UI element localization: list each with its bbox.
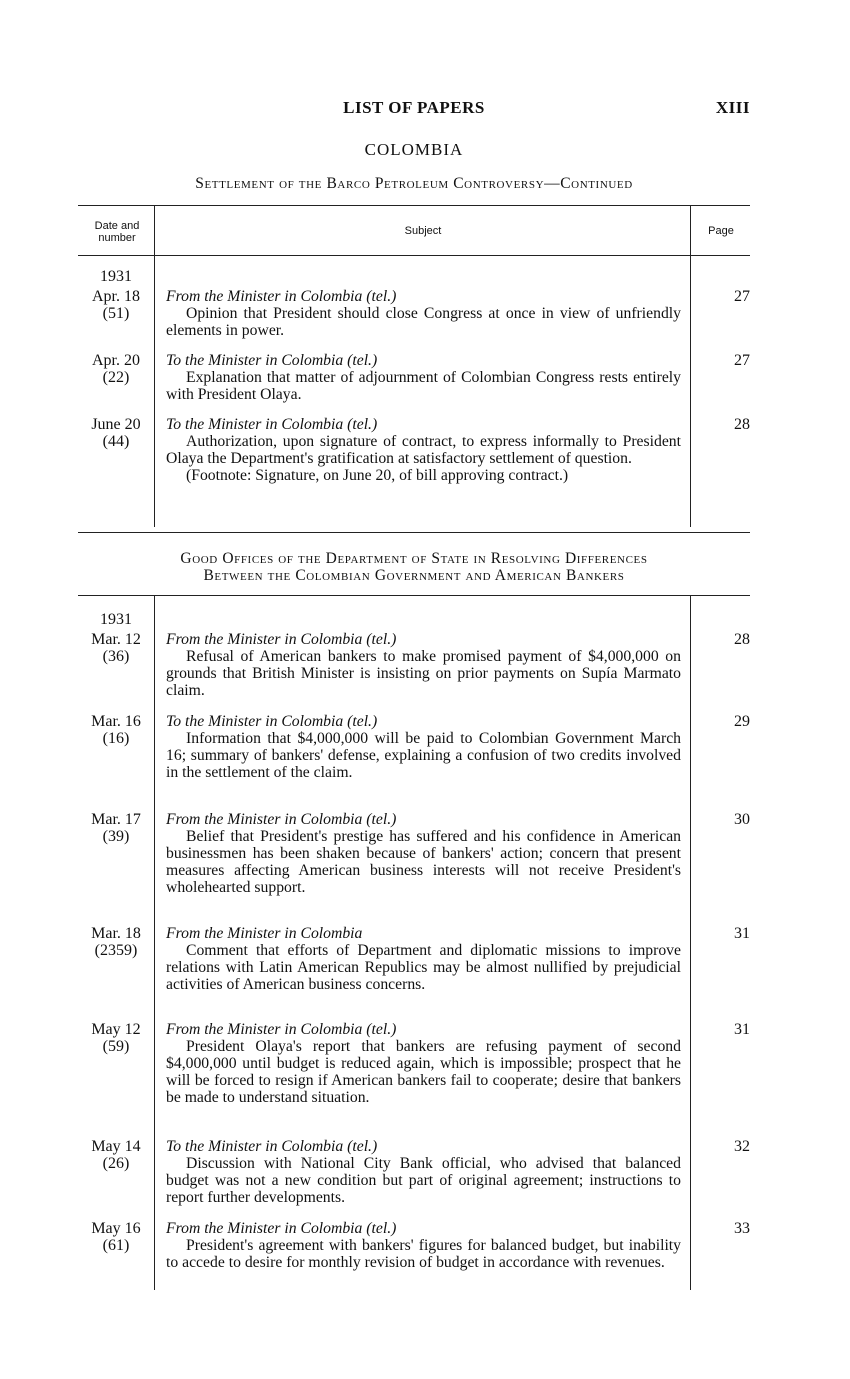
entry-date: May 16 xyxy=(91,1220,141,1237)
entry-subject xyxy=(166,416,681,484)
table-bottom-rule xyxy=(78,532,750,533)
section-title-good-offices xyxy=(78,550,750,584)
column-header-subject: Subject xyxy=(404,225,442,237)
entry-description: President's agreement with bankers' figures for balanced budget, but inability to accede to desire for monthly revision of budget in accordance with revenues. xyxy=(166,1237,681,1271)
entry-description: Refusal of American bankers to make promised payment of $4,000,000 on grounds that British Minister is insisting on prior payments on Supía Marmato claim. xyxy=(166,648,681,699)
entry-footnote: (Footnote: Signature, on June 20, of bill approving contract.) xyxy=(186,467,569,484)
entry-from: From the Minister in Colombia (tel.) xyxy=(166,1220,397,1237)
section-title-barco: Settlement of the Barco Petroleum Controversy—Continued xyxy=(195,175,633,192)
date-number xyxy=(78,416,154,450)
entry-date: Apr. 20 xyxy=(92,352,140,369)
year-label: 1931 xyxy=(100,611,132,628)
entry-subject xyxy=(166,1021,681,1106)
entry-date: May 14 xyxy=(91,1138,141,1155)
date-number xyxy=(78,352,154,386)
entry-from: From the Minister in Colombia (tel.) xyxy=(166,811,397,828)
date-number xyxy=(78,811,154,845)
entry-number: (44) xyxy=(102,433,130,450)
column-header-page: Page xyxy=(708,225,734,237)
entry-subject xyxy=(166,288,681,339)
entry-from: From the Minister in Colombia xyxy=(166,925,363,942)
entry-description: Belief that President's prestige has suffered and his confidence in American businessmen has been shaken because of bankers' action; concern that present measures affecting American business interests will not receive President's wholehearted support. xyxy=(166,828,681,896)
entry-date: Mar. 18 xyxy=(91,925,141,942)
entry-description: Explanation that matter of adjournment of Colombian Congress rests entirely with President Olaya. xyxy=(166,369,681,403)
entry-page: 32 xyxy=(734,1138,750,1155)
entry-page: 33 xyxy=(734,1220,750,1237)
entry-date: May 12 xyxy=(91,1021,141,1038)
entry-description: Information that $4,000,000 will be paid to Colombian Government March 16; summary of bankers' defense, explaining a confusion of two credits involved in the settlement of the claim. xyxy=(166,730,681,781)
column-header-date: Date and number xyxy=(94,220,140,244)
entry-page: 29 xyxy=(734,713,750,730)
date-number xyxy=(78,631,154,665)
entry-from: From the Minister in Colombia (tel.) xyxy=(166,288,397,305)
entry-number: (59) xyxy=(102,1038,130,1055)
entry-subject xyxy=(166,631,681,699)
entry-date: June 20 xyxy=(91,416,141,433)
entry-page: 31 xyxy=(734,925,750,942)
entry-date: Apr. 18 xyxy=(92,288,140,305)
entry-number: (2359) xyxy=(94,942,138,959)
column-divider xyxy=(154,205,155,527)
entry-page: 28 xyxy=(734,631,750,648)
entry-subject xyxy=(166,352,681,403)
column-divider xyxy=(690,595,691,1290)
entry-number: (26) xyxy=(102,1155,130,1172)
section-title-line: Between the Colombian Government and American Bankers xyxy=(203,567,625,584)
page-title: LIST OF PAPERS xyxy=(343,98,485,117)
entry-description: Discussion with National City Bank official, who advised that balanced budget was not a new condition but part of original agreement; instructions to report further developments. xyxy=(166,1155,681,1206)
date-number xyxy=(78,1138,154,1172)
table-top-rule xyxy=(78,595,750,596)
entry-number: (39) xyxy=(102,828,130,845)
table-top-rule xyxy=(78,205,750,206)
entry-subject xyxy=(166,1138,681,1206)
entry-from: To the Minister in Colombia (tel.) xyxy=(166,713,378,730)
date-number xyxy=(78,288,154,322)
entry-number: (36) xyxy=(102,648,130,665)
entry-date: Mar. 16 xyxy=(91,713,141,730)
entry-subject xyxy=(166,1220,681,1271)
entry-page: 27 xyxy=(734,288,750,305)
entry-page: 28 xyxy=(734,416,750,433)
entry-from: From the Minister in Colombia (tel.) xyxy=(166,631,397,648)
country-heading: COLOMBIA xyxy=(364,140,464,159)
entry-from: To the Minister in Colombia (tel.) xyxy=(166,416,378,433)
entry-description: President Olaya's report that bankers are refusing payment of second $4,000,000 until budget is reduced again, which is impossible; prospect that he will be forced to resign if American bankers fail to cooperate; desire that bankers be made to understand situation. xyxy=(166,1038,681,1106)
entry-from: To the Minister in Colombia (tel.) xyxy=(166,352,378,369)
entry-page: 30 xyxy=(734,811,750,828)
section-title-line: Good Offices of the Department of State in Resolving Differences xyxy=(180,550,648,567)
running-head xyxy=(78,98,750,120)
date-number xyxy=(78,1021,154,1055)
header-bottom-rule xyxy=(78,255,750,256)
entry-subject xyxy=(166,713,681,781)
entry-number: (51) xyxy=(102,305,130,322)
year-label: 1931 xyxy=(100,268,132,285)
date-number xyxy=(78,925,154,959)
entry-from: From the Minister in Colombia (tel.) xyxy=(166,1021,397,1038)
entry-number: (16) xyxy=(102,730,130,747)
date-number xyxy=(78,1220,154,1254)
entry-description: Opinion that President should close Congress at once in view of unfriendly elements in power. xyxy=(166,305,681,339)
entry-number: (22) xyxy=(102,369,130,386)
page-number: XIII xyxy=(715,98,750,117)
entry-subject xyxy=(166,811,681,896)
entry-date: Mar. 12 xyxy=(91,631,141,648)
column-divider xyxy=(154,595,155,1290)
entry-description: Comment that efforts of Department and diplomatic missions to improve relations with Latin American Republics may be almost nullified by prejudicial activities of American business concerns. xyxy=(166,942,681,993)
entry-page: 31 xyxy=(734,1021,750,1038)
entry-page: 27 xyxy=(734,352,750,369)
date-number xyxy=(78,713,154,747)
entry-number: (61) xyxy=(102,1237,130,1254)
entry-from: To the Minister in Colombia (tel.) xyxy=(166,1138,378,1155)
entry-subject xyxy=(166,925,681,993)
column-divider xyxy=(690,205,691,527)
entry-description: Authorization, upon signature of contract, to express informally to President Olaya the Department's gratification at satisfactory settlement of question. xyxy=(166,433,681,467)
entry-date: Mar. 17 xyxy=(91,811,141,828)
